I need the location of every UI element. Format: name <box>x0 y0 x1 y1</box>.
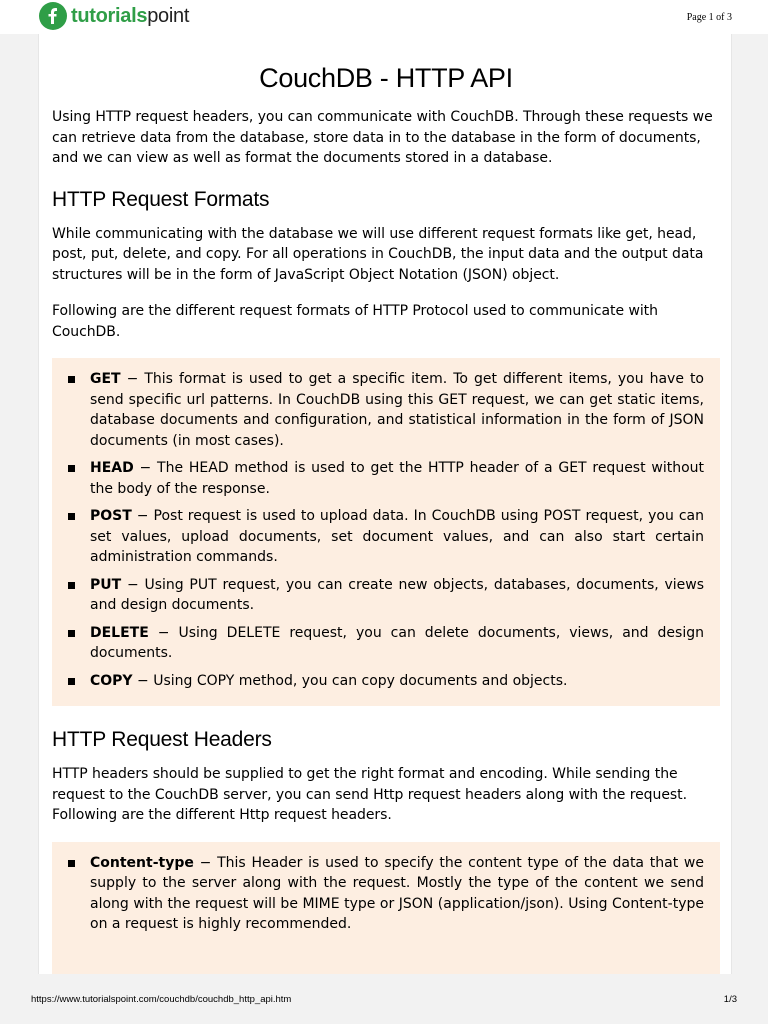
tutorialspoint-logo[interactable] <box>39 2 189 30</box>
list-item-text: − Using PUT request, you can create new objects, databases, documents, views and design documents. <box>90 576 704 613</box>
list-item-text: − Using DELETE request, you can delete documents, views, and design documents. <box>90 624 704 661</box>
article-content <box>52 34 720 974</box>
list-item-put <box>68 575 704 616</box>
page-title: CouchDB - HTTP API <box>259 63 513 93</box>
list-item-term: Content-type <box>90 854 194 871</box>
intro-paragraph: Using HTTP request headers, you can communicate with CouchDB. Through these requests we can retrieve data from the database, store data in to the database in the form of documents, and we can view as well as format the documents stored in a database. <box>52 109 713 166</box>
list-item-term: POST <box>90 508 132 524</box>
request-formats-paragraph-1: While communicating with the database we will use different request formats like get, head, post, put, delete, and copy. For all operations in CouchDB, the input data and the output data structures will be in the form of JavaScript Object Notation (JSON) object. <box>52 225 704 283</box>
request-formats-box <box>52 358 720 706</box>
logo-icon <box>39 2 67 30</box>
list-item-text: − The HEAD method is used to get the HTTP header of a GET request without the body of the response. <box>90 460 704 497</box>
logo-text-brand: tutorials <box>71 4 148 27</box>
bullet-icon <box>68 678 75 685</box>
list-item-text: − Using COPY method, you can copy documents and objects. <box>132 672 568 689</box>
bullet-icon <box>68 630 75 637</box>
document-page <box>38 34 732 974</box>
list-item-term: HEAD <box>90 460 134 476</box>
bullet-icon <box>68 860 75 867</box>
footer-url: https://www.tutorialspoint.com/couchdb/couchdb_http_api.htm <box>31 994 292 1005</box>
print-footer <box>0 974 768 1024</box>
list-item-text: − Post request is used to upload data. In CouchDB using POST request, you can set values, upload documents, set document values, and can also start certain administration commands. <box>90 508 704 565</box>
top-bar <box>0 0 768 34</box>
bullet-icon <box>68 376 75 383</box>
list-item-term: DELETE <box>90 624 149 641</box>
list-item-term: GET <box>90 371 121 387</box>
request-headers-list <box>68 853 704 935</box>
list-item-content-type <box>68 853 704 935</box>
list-item-get <box>68 369 704 451</box>
list-item-head <box>68 458 704 499</box>
list-item-post <box>68 506 704 568</box>
list-item-delete <box>68 623 704 664</box>
bullet-icon <box>68 582 75 589</box>
list-item-text: − This format is used to get a specific item. To get different items, you have to send specific url patterns. In CouchDB using this GET request, we can get static items, database documents and configuration, and statistical information in the form of JSON documents (in most cases). <box>90 371 704 449</box>
list-item-text: − This Header is used to specify the content type of the data that we supply to the server along with the request. Mostly the type of the content we send along with the request will be MIME type or JSON (application/json). Using Content-type on a request is highly recommended. <box>90 854 704 932</box>
logo-text-suffix: point <box>147 4 190 27</box>
bullet-icon <box>68 513 75 520</box>
bullet-icon <box>68 465 75 472</box>
request-headers-paragraph: HTTP headers should be supplied to get the right format and encoding. While sending the request to the CouchDB server, you can send Http request headers along with the request. Following are the different Http request headers. <box>52 766 687 823</box>
logo-wordmark <box>71 5 189 28</box>
page-number-label: Page 1 of 3 <box>686 12 732 23</box>
request-formats-list <box>68 369 704 691</box>
section-heading-request-formats: HTTP Request Formats <box>52 187 270 211</box>
request-formats-paragraph-2: Following are the different request formats of HTTP Protocol used to communicate with CouchDB. <box>52 303 658 340</box>
list-item-term: COPY <box>90 672 133 689</box>
list-item-term: PUT <box>90 576 122 593</box>
section-heading-request-headers: HTTP Request Headers <box>52 728 272 751</box>
request-headers-box <box>52 842 720 975</box>
list-item-copy <box>68 671 704 692</box>
footer-page-count: 1/3 <box>723 994 737 1005</box>
